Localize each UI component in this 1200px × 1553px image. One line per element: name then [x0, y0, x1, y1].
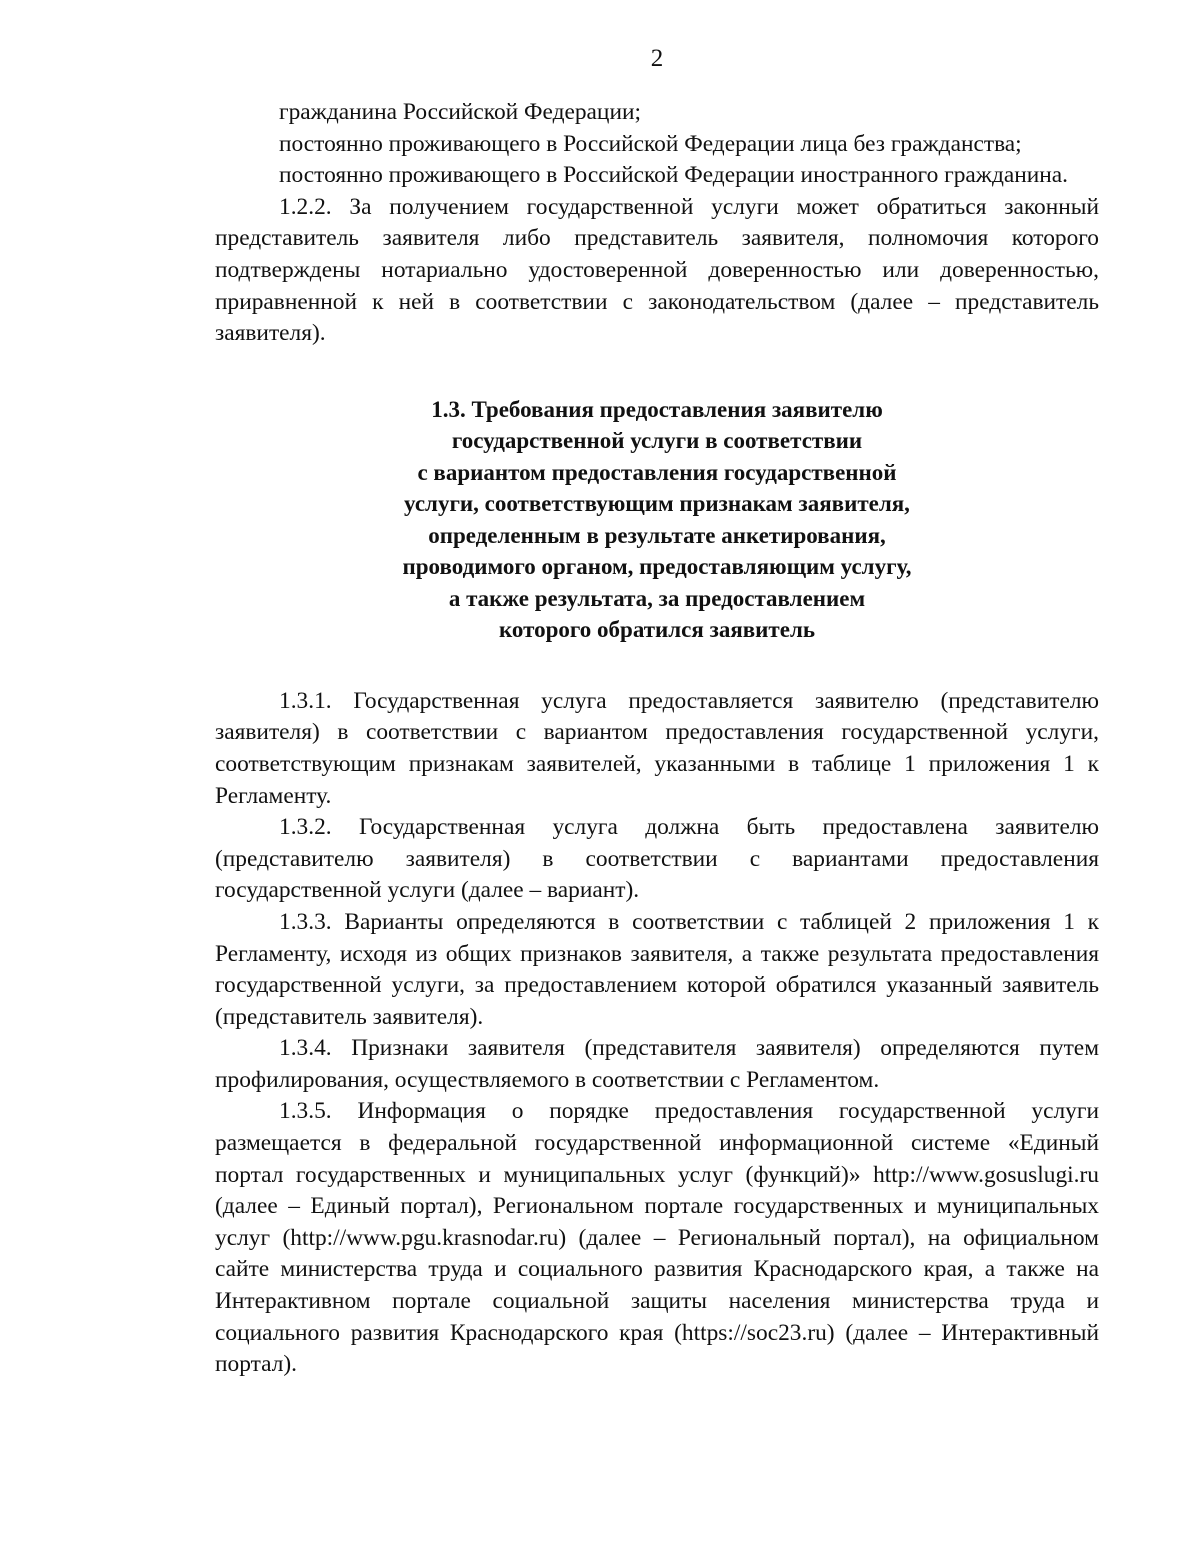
paragraph-1-3-2: 1.3.2. Государственная услуга должна быть предоставлена заявителю (представителю заявителя) в соответствии с вариантами предоставления государственной услуги (далее – вариант).	[215, 814, 1099, 904]
paragraph-1-3-1: 1.3.1. Государственная услуга предоставляется заявителю (представителю заявителя) в соответствии с вариантом предоставления государственной услуги, соответствующим признакам заявителей, указанными в таблице 1 приложения 1 к Регламенту.	[215, 687, 1099, 809]
paragraph-1-3-5: 1.3.5. Информация о порядке предоставления государственной услуги размещается в федеральной государственной информационной системе «Единый портал государственных и муниципальных услуг (функций)» http://www.gosuslugi.ru (далее – Единый портал), Региональном портале государственных и муниципальных услуг (http://www.pgu.krasnodar.ru) (далее – Региональный портал), на официальном сайте министерства труда и социального развития Краснодарского края, а также на Интерактивном портале социальной защиты населения министерства труда и социального развития Краснодарского края (https://soc23.ru) (далее – Интерактивный портал).	[215, 1098, 1099, 1378]
heading-line: 1.3. Требования предоставления заявителю	[431, 396, 883, 422]
paragraph-stateless-person: постоянно проживающего в Российской Федерации лица без гражданства;	[279, 130, 1022, 157]
heading-line: проводимого органом, предоставляющим услугу,	[402, 554, 912, 580]
heading-line: государственной услуги в соответствии	[451, 428, 863, 454]
paragraph-1-3-3: 1.3.3. Варианты определяются в соответствии с таблицей 2 приложения 1 к Регламенту, исходя из общих признаков заявителя, а также результата предоставления государственной услуги, за предоставлением которой обратился указанный заявитель (представитель заявителя).	[215, 908, 1099, 1030]
heading-line: а также результата, за предоставлением	[448, 585, 866, 611]
section-heading-1-3	[215, 394, 1099, 646]
heading-line: услуги, соответствующим признакам заявителя,	[404, 491, 910, 517]
paragraph-citizen: гражданина Российской Федерации;	[279, 99, 641, 125]
paragraph-foreign-citizen: постоянно проживающего в Российской Федерации иностранного гражданина.	[279, 162, 1069, 189]
heading-line: с вариантом предоставления государственной	[417, 459, 897, 485]
page-number: 2	[650, 45, 664, 72]
paragraph-1-3-4: 1.3.4. Признаки заявителя (представителя заявителя) определяются путем профилирования, осуществляемого в соответствии с Регламентом.	[215, 1035, 1099, 1093]
paragraph-1-2-2: 1.2.2. За получением государственной услуги может обратиться законный представитель заявителя либо представитель заявителя, полномочия которого подтверждены нотариально удостоверенной доверенностью или доверенностью, приравненной к ней в соответствии с законодательством (далее – представитель заявителя).	[215, 193, 1099, 347]
heading-line: определенным в результате анкетирования,	[428, 522, 886, 548]
heading-line: которого обратился заявитель	[498, 617, 816, 643]
document-body	[215, 97, 1099, 1381]
